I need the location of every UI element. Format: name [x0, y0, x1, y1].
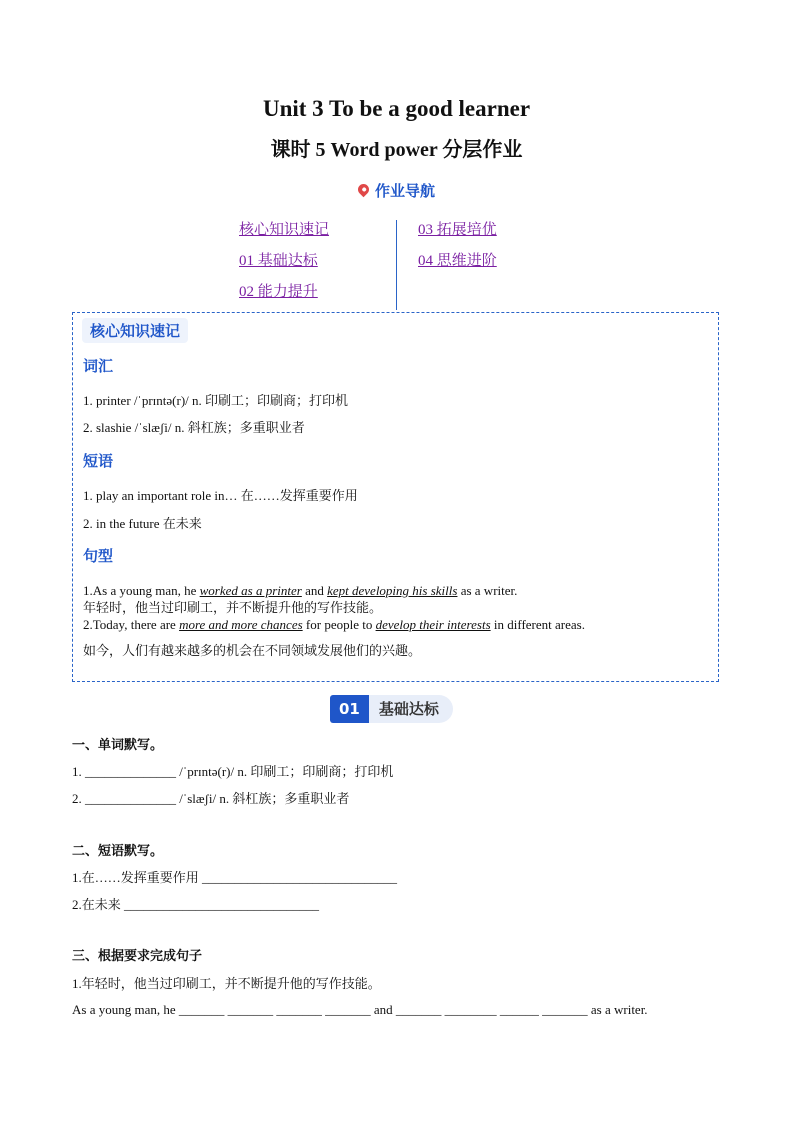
nav-link-02[interactable]: 02 能力提升 [239, 284, 318, 300]
sentence-key-phrase: worked as a printer [199, 583, 302, 598]
vocab-item: 1. printer /ˈprɪntə(r)/ n. 印刷工；印刷商；打印机 [83, 393, 349, 408]
core-knowledge-heading: 核心知识速记 [82, 318, 188, 343]
sentence-key-phrase: kept developing his skills [327, 583, 458, 598]
sentence-2 [83, 616, 585, 633]
nav-link-01[interactable]: 01 基础达标 [239, 253, 318, 269]
sentence-1-translation: 年轻时，他当过印刷工，并不断提升他的写作技能。 [83, 600, 383, 615]
part1-heading: 一、单词默写。 [72, 738, 164, 753]
part2-heading: 二、短语默写。 [72, 844, 164, 859]
sentence-key-phrase: more and more chances [179, 617, 303, 632]
sentence-1 [83, 582, 517, 599]
part1-item: 1. ______________ /ˈprɪntə(r)/ n. 印刷工；印刷商；打印机 [72, 764, 394, 779]
part2-item: 1.在……发挥重要作用 ______________________________ [72, 870, 398, 885]
sentence-text: for people to [302, 617, 376, 632]
nav-link-core[interactable]: 核心知识速记 [239, 222, 330, 238]
part3-item: As a young man, he _______ _______ _______ _______ and _______ ________ ______ _______ as a writer. [72, 1002, 648, 1017]
sentence-text: in different areas. [490, 617, 585, 632]
phrase-heading: 短语 [83, 452, 114, 470]
phrase-item: 2. in the future 在未来 [83, 516, 202, 531]
nav-divider [396, 220, 397, 310]
sentence-text: 1.As a young man, he [83, 583, 200, 598]
phrase-item: 1. play an important role in… 在……发挥重要作用 [83, 488, 358, 503]
nav-link-03[interactable]: 03 拓展培优 [418, 222, 497, 238]
part2-item: 2.在未来 ______________________________ [72, 897, 320, 912]
sentence-key-phrase: develop their interests [375, 617, 491, 632]
part1-item: 2. ______________ /ˈslæʃi/ n. 斜杠族；多重职业者 [72, 791, 350, 806]
page-subtitle: 课时 5 Word power 分层作业 [270, 139, 523, 161]
section-number: 01 [330, 695, 369, 723]
section-01-badge [330, 695, 453, 723]
sentence-text: 2.Today, there are [83, 617, 180, 632]
nav-title-text: 作业导航 [374, 182, 435, 200]
sentence-text: as a writer. [457, 583, 518, 598]
vocab-heading: 词汇 [83, 357, 114, 375]
page-title: Unit 3 To be a good learner [262, 96, 531, 121]
section-label: 基础达标 [369, 695, 453, 723]
nav-title [0, 180, 793, 201]
sentence-text: and [301, 583, 328, 598]
vocab-item: 2. slashie /ˈslæʃi/ n. 斜杠族；多重职业者 [83, 420, 305, 435]
sentence-2-translation: 如今，人们有越来越多的机会在不同领域发展他们的兴趣。 [83, 643, 422, 658]
part3-item: 1.年轻时，他当过印刷工，并不断提升他的写作技能。 [72, 976, 381, 991]
part3-heading: 三、根据要求完成句子 [72, 949, 203, 964]
sentence-heading: 句型 [83, 547, 114, 565]
location-pin-icon [356, 182, 372, 198]
nav-link-04[interactable]: 04 思维进阶 [418, 253, 497, 269]
